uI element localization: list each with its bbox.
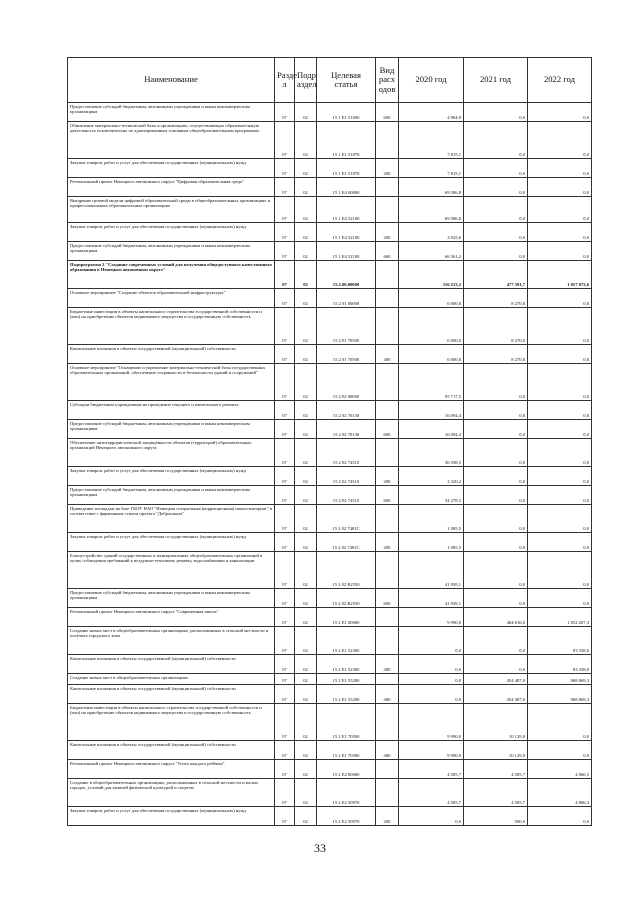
cell-value-2021: 0,0: [464, 159, 528, 178]
cell-expense-type: [376, 439, 399, 467]
cell-value-2021: 0,0: [464, 178, 528, 197]
cell-target-article: 15 1 Е4 52100: [317, 197, 376, 223]
cell-value-2022: 968 869,3: [528, 674, 592, 685]
cell-value-2022: 0,0: [528, 242, 592, 261]
cell-value-2022: 0,0: [528, 401, 592, 420]
cell-podrazdel: 02: [295, 345, 317, 364]
cell-value-2021: 0,0: [464, 122, 528, 159]
cell-target-article: 15 2 Е1 52300: [317, 655, 376, 674]
cell-value-2021: 0,0: [464, 467, 528, 486]
cell-value-2022: 0,0: [528, 741, 592, 760]
cell-podrazdel: 02: [295, 420, 317, 439]
cell-expense-type: 600: [376, 486, 399, 505]
cell-expense-type: 600: [376, 242, 399, 261]
cell-razdel: 07: [275, 223, 295, 242]
table-row: [68, 779, 592, 807]
cell-podrazdel: 02: [295, 589, 317, 608]
cell-name: Бюджетные инвестиции в объекты капитального строительства государственной собственности и (или) на приобретение объектов недвижимого имущества в государственную собственность: [68, 308, 275, 345]
cell-value-2021: 8 270,0: [464, 289, 528, 308]
table-row: [68, 439, 592, 467]
cell-expense-type: [376, 627, 399, 655]
cell-value-2020: 116 213,2: [399, 261, 464, 289]
cell-target-article: 15 2 02 74510: [317, 486, 376, 505]
cell-name: Закупка товаров, работ и услуг для обеспечения государственных (муниципальных) нужд: [68, 807, 275, 826]
cell-target-article: 15 2 02 00000: [317, 364, 376, 401]
cell-value-2021: 0,0: [464, 439, 528, 467]
cell-target-article: 15 2 Е1 52300: [317, 627, 376, 655]
cell-podrazdel: 02: [295, 486, 317, 505]
budget-table-sheet: [67, 57, 591, 826]
cell-podrazdel: 02: [295, 505, 317, 533]
cell-expense-type: [376, 760, 399, 779]
cell-razdel: 07: [275, 242, 295, 261]
cell-value-2022: 0,0: [528, 589, 592, 608]
cell-expense-type: [376, 505, 399, 533]
cell-value-2021: 4 505,7: [464, 779, 528, 807]
table-row: [68, 289, 592, 308]
cell-value-2022: 83 338,0: [528, 627, 592, 655]
cell-razdel: 07: [275, 420, 295, 439]
header-year-2022: 2022 год: [528, 58, 592, 103]
header-year-2021: 2021 год: [464, 58, 528, 103]
cell-name: Региональный проект Ненецкого автономного округа "Современная школа": [68, 608, 275, 627]
table-row: [68, 533, 592, 552]
cell-value-2020: 9 990,0: [399, 741, 464, 760]
cell-podrazdel: 02: [295, 467, 317, 486]
table-row: [68, 345, 592, 364]
table-row: [68, 505, 592, 533]
cell-expense-type: [376, 608, 399, 627]
cell-name: Создание в общеобразовательных организациях, расположенных в сельской местности и малых городах, условий для занятий физической культурой и спортом: [68, 779, 275, 807]
cell-value-2021: 0,0: [464, 486, 528, 505]
cell-value-2020: 0,0: [399, 685, 464, 704]
cell-podrazdel: 02: [295, 685, 317, 704]
cell-razdel: 07: [275, 122, 295, 159]
cell-expense-type: 400: [376, 655, 399, 674]
cell-razdel: 07: [275, 505, 295, 533]
cell-value-2020: 69 586,8: [399, 178, 464, 197]
cell-value-2022: 0,0: [528, 223, 592, 242]
cell-expense-type: [376, 364, 399, 401]
cell-razdel: 07: [275, 779, 295, 807]
header-razdel: Разде л: [275, 58, 295, 103]
cell-target-article: 15 1 Е4 52100: [317, 242, 376, 261]
table-row: [68, 552, 592, 589]
cell-razdel: 07: [275, 178, 295, 197]
cell-podrazdel: 02: [295, 627, 317, 655]
table-row: [68, 704, 592, 741]
cell-target-article: 15 2 Е2 50970: [317, 807, 376, 826]
cell-razdel: 07: [275, 364, 295, 401]
cell-target-article: 15 2 02 74510: [317, 467, 376, 486]
cell-podrazdel: 02: [295, 242, 317, 261]
cell-podrazdel: 02: [295, 401, 317, 420]
table-row: [68, 242, 592, 261]
cell-value-2021: 454 487,0: [464, 685, 528, 704]
cell-name: Капитальные вложения в объекты государственной (муниципальной) собственности: [68, 345, 275, 364]
cell-name: Закупка товаров, работ и услуг для обеспечения государственных (муниципальных) нужд: [68, 223, 275, 242]
cell-value-2020: 3 025,6: [399, 223, 464, 242]
cell-podrazdel: 02: [295, 674, 317, 685]
cell-razdel: 07: [275, 608, 295, 627]
cell-value-2022: 4 866,3: [528, 779, 592, 807]
cell-podrazdel: 02: [295, 552, 317, 589]
table-row: [68, 685, 592, 704]
cell-target-article: 15 2 Е1 70500: [317, 741, 376, 760]
cell-razdel: 07: [275, 685, 295, 704]
cell-value-2021: 10 129,0: [464, 704, 528, 741]
cell-podrazdel: 02: [295, 704, 317, 741]
cell-value-2020: 1 085,5: [399, 533, 464, 552]
cell-razdel: 07: [275, 159, 295, 178]
cell-value-2021: 464 616,0: [464, 608, 528, 627]
cell-value-2020: 0,0: [399, 674, 464, 685]
cell-podrazdel: 02: [295, 308, 317, 345]
cell-value-2020: 9 990,0: [399, 608, 464, 627]
cell-value-2022: 0,0: [528, 704, 592, 741]
cell-value-2020: 4 505,7: [399, 760, 464, 779]
cell-name: Закупка товаров, работ и услуг для обеспечения государственных (муниципальных) нужд: [68, 533, 275, 552]
cell-value-2020: 4 505,7: [399, 779, 464, 807]
cell-podrazdel: 02: [295, 178, 317, 197]
cell-value-2022: 83 338,0: [528, 655, 592, 674]
cell-value-2020: 1 085,5: [399, 505, 464, 533]
cell-value-2020: 6 000,0: [399, 345, 464, 364]
cell-value-2020: 41 939,1: [399, 589, 464, 608]
table-row: [68, 401, 592, 420]
cell-name: Предоставление субсидий бюджетным, автономным учреждениям и иным некоммерческим организациям: [68, 420, 275, 439]
cell-target-article: 15 2 Е2 50970: [317, 779, 376, 807]
cell-value-2022: 1 057 073,6: [528, 261, 592, 289]
cell-value-2022: 0,0: [528, 178, 592, 197]
cell-target-article: 15 2 02 70130: [317, 420, 376, 439]
table-row: [68, 159, 592, 178]
cell-target-article: 15 2 02 7481С: [317, 533, 376, 552]
budget-table: [67, 57, 592, 826]
cell-value-2020: 7 815,1: [399, 159, 464, 178]
cell-value-2020: 0,0: [399, 807, 464, 826]
cell-target-article: 15 1 Е4 00000: [317, 178, 376, 197]
cell-target-article: 15 1 Е4 52100: [317, 223, 376, 242]
cell-value-2021: 8 270,0: [464, 308, 528, 345]
cell-podrazdel: 02: [295, 779, 317, 807]
cell-podrazdel: 02: [295, 364, 317, 401]
cell-name: Основное мероприятие "Оснащение и укрепление материально-технической базы государственных образовательных организаций, обеспечение сохранности и безопасности зданий и сооружений": [68, 364, 275, 401]
page-number: 33: [314, 841, 326, 855]
table-row: [68, 420, 592, 439]
cell-razdel: 07: [275, 704, 295, 741]
cell-value-2022: 4 866,3: [528, 760, 592, 779]
cell-name: Бюджетные инвестиции в объекты капитального строительства государственной собственности и (или) на приобретение объектов недвижимого имущества в государственную собственность: [68, 704, 275, 741]
cell-value-2020: 16 094,4: [399, 401, 464, 420]
cell-name: Внедрение целевой модели цифровой образовательной среды в общеобразовательных организациях и профессиональных образовательных организациях: [68, 197, 275, 223]
table-row: [68, 261, 592, 289]
table-row: [68, 760, 592, 779]
cell-razdel: 07: [275, 345, 295, 364]
cell-name: Создание новых мест в общеобразовательных организациях: [68, 674, 275, 685]
cell-value-2021: 10 129,0: [464, 741, 528, 760]
cell-value-2020: 95 717,5: [399, 364, 464, 401]
cell-expense-type: [376, 122, 399, 159]
cell-expense-type: [376, 261, 399, 289]
cell-razdel: 07: [275, 627, 295, 655]
cell-value-2020: 0,0: [399, 655, 464, 674]
table-row: [68, 223, 592, 242]
cell-name: Закупка товаров, работ и услуг для обеспечения государственных (муниципальных) нужд: [68, 467, 275, 486]
cell-expense-type: [376, 178, 399, 197]
cell-expense-type: 200: [376, 223, 399, 242]
table-header-row: [68, 58, 592, 103]
cell-target-article: 15 1 Е1 51690: [317, 103, 376, 122]
cell-value-2021: 0,0: [464, 223, 528, 242]
cell-value-2022: 0,0: [528, 486, 592, 505]
cell-expense-type: [376, 197, 399, 223]
header-year-2020: 2020 год: [399, 58, 464, 103]
cell-name: Предоставление субсидий бюджетным, автономным учреждениям и иным некоммерческим организациям: [68, 242, 275, 261]
cell-name: Региональный проект Ненецкого автономного округа "Цифровая образовательная среда": [68, 178, 275, 197]
cell-value-2020: 69 586,8: [399, 197, 464, 223]
table-row: [68, 674, 592, 685]
cell-expense-type: [376, 704, 399, 741]
cell-target-article: 15 2 02 74510: [317, 439, 376, 467]
table-row: [68, 103, 592, 122]
cell-value-2020: 41 939,1: [399, 552, 464, 589]
table-row: [68, 741, 592, 760]
cell-target-article: 15 2 Е1 55200: [317, 674, 376, 685]
cell-razdel: 07: [275, 308, 295, 345]
cell-value-2022: 0,0: [528, 103, 592, 122]
cell-value-2022: 0,0: [528, 308, 592, 345]
cell-value-2021: 0,0: [464, 552, 528, 589]
cell-name: Региональный проект Ненецкого автономного округа "Успех каждого ребёнка": [68, 760, 275, 779]
cell-target-article: 15 2 02 R2550: [317, 589, 376, 608]
cell-value-2021: 0,0: [464, 103, 528, 122]
cell-value-2021: 0,0: [464, 655, 528, 674]
cell-expense-type: 200: [376, 159, 399, 178]
header-target-article: Целевая статья: [317, 58, 376, 103]
cell-value-2020: 34 278,3: [399, 486, 464, 505]
table-row: [68, 467, 592, 486]
cell-expense-type: [376, 289, 399, 308]
cell-expense-type: 400: [376, 741, 399, 760]
cell-name: Капитальные вложения в объекты государственной (муниципальной) собственности: [68, 655, 275, 674]
cell-podrazdel: 02: [295, 197, 317, 223]
cell-expense-type: 600: [376, 589, 399, 608]
cell-target-article: 15 2 02 R2550: [317, 552, 376, 589]
cell-name: Субсидии бюджетным учреждениям на проведение текущего и капитального ремонта: [68, 401, 275, 420]
cell-expense-type: [376, 552, 399, 589]
cell-razdel: 07: [275, 467, 295, 486]
cell-name: Подпрограмма 2 "Создание современных условий для получения общедоступного качественного образования в Ненецком автономном округе": [68, 261, 275, 289]
cell-name: Благоустройство зданий государственных и муниципальных общеобразовательных организаций в целях соблюдения требований к воздушно-тепловому режиму, водоснабжению и канализации: [68, 552, 275, 589]
cell-name: Создание новых мест в общеобразовательных организациях, расположенных в сельской местности и посёлках городского типа: [68, 627, 275, 655]
cell-podrazdel: 02: [295, 533, 317, 552]
cell-value-2022: 0,0: [528, 533, 592, 552]
cell-razdel: 07: [275, 589, 295, 608]
cell-name: Обеспечение антитеррористической защищённости объектов (территорий) образовательных организаций Ненецкого автономного округа: [68, 439, 275, 467]
cell-value-2020: 6 000,0: [399, 289, 464, 308]
cell-podrazdel: 02: [295, 289, 317, 308]
cell-razdel: 07: [275, 741, 295, 760]
cell-value-2020: 6 000,0: [399, 308, 464, 345]
cell-target-article: 15.2.00.00000: [317, 261, 376, 289]
cell-value-2021: 8 270,0: [464, 345, 528, 364]
cell-podrazdel: 02: [295, 807, 317, 826]
cell-target-article: 15 2 Е2 00000: [317, 760, 376, 779]
cell-target-article: 15 2 01 70500: [317, 345, 376, 364]
cell-value-2022: 0,0: [528, 122, 592, 159]
cell-value-2022: 0,0: [528, 439, 592, 467]
cell-name: Приведение площадки на базе ГКОУ НАО "Ненецкая специальная (коррекционная) школа-интернат" в соответствие с фирменным стилем проекта "Доброшкола": [68, 505, 275, 533]
cell-target-article: 15 2 01 00000: [317, 289, 376, 308]
cell-razdel: 07: [275, 103, 295, 122]
table-row: [68, 122, 592, 159]
table-row: [68, 178, 592, 197]
cell-value-2021: 500,0: [464, 807, 528, 826]
cell-value-2021: 4 505,7: [464, 760, 528, 779]
cell-podrazdel: 02: [295, 103, 317, 122]
cell-value-2021: 454 487,0: [464, 674, 528, 685]
cell-value-2021: 0,0: [464, 627, 528, 655]
cell-name: Предоставление субсидий бюджетным, автономным учреждениям и иным некоммерческим организациям: [68, 103, 275, 122]
cell-expense-type: 600: [376, 103, 399, 122]
table-row: [68, 589, 592, 608]
cell-podrazdel: 02: [295, 159, 317, 178]
cell-value-2022: 0,0: [528, 552, 592, 589]
cell-razdel: 07: [275, 261, 295, 289]
table-row: [68, 486, 592, 505]
table-row: [68, 197, 592, 223]
cell-value-2021: 0,0: [464, 242, 528, 261]
cell-razdel: 07: [275, 439, 295, 467]
cell-razdel: 07: [275, 552, 295, 589]
cell-value-2021: 0,0: [464, 420, 528, 439]
cell-value-2021: 477 391,7: [464, 261, 528, 289]
cell-value-2022: 968 869,3: [528, 685, 592, 704]
table-row: [68, 608, 592, 627]
cell-value-2022: 0,0: [528, 345, 592, 364]
table-row: [68, 655, 592, 674]
cell-value-2022: 0,0: [528, 807, 592, 826]
cell-razdel: 07: [275, 655, 295, 674]
cell-value-2021: 0,0: [464, 533, 528, 552]
cell-target-article: 15 2 02 7481С: [317, 505, 376, 533]
cell-expense-type: 200: [376, 533, 399, 552]
cell-razdel: 07: [275, 533, 295, 552]
cell-name: Капитальные вложения в объекты государственной (муниципальной) собственности: [68, 685, 275, 704]
cell-razdel: 07: [275, 807, 295, 826]
cell-value-2021: 0,0: [464, 401, 528, 420]
cell-podrazdel: 02: [295, 261, 317, 289]
cell-razdel: 07: [275, 760, 295, 779]
header-name: Наименование: [68, 58, 275, 103]
cell-expense-type: [376, 308, 399, 345]
cell-value-2020: 36 598,5: [399, 439, 464, 467]
cell-target-article: 15 2 02 70130: [317, 401, 376, 420]
table-row: [68, 308, 592, 345]
cell-value-2022: 0,0: [528, 420, 592, 439]
cell-expense-type: 600: [376, 420, 399, 439]
cell-value-2021: 0,0: [464, 197, 528, 223]
cell-expense-type: 400: [376, 345, 399, 364]
cell-expense-type: 400: [376, 685, 399, 704]
cell-razdel: 07: [275, 289, 295, 308]
cell-podrazdel: 02: [295, 608, 317, 627]
cell-value-2020: 0,0: [399, 627, 464, 655]
header-expense-type: Вид расх одов: [376, 58, 399, 103]
cell-target-article: 15 2 Е1 00000: [317, 608, 376, 627]
cell-expense-type: [376, 674, 399, 685]
table-row: [68, 364, 592, 401]
cell-expense-type: [376, 779, 399, 807]
cell-razdel: 07: [275, 486, 295, 505]
cell-podrazdel: 02: [295, 122, 317, 159]
cell-razdel: 07: [275, 197, 295, 223]
cell-value-2022: 0,0: [528, 289, 592, 308]
cell-podrazdel: 02: [295, 760, 317, 779]
cell-value-2020: 16 094,4: [399, 420, 464, 439]
cell-target-article: 15 1 Е1 51870: [317, 159, 376, 178]
cell-value-2021: 0,0: [464, 364, 528, 401]
cell-value-2020: 66 561,2: [399, 242, 464, 261]
cell-value-2022: 1 052 207,3: [528, 608, 592, 627]
cell-value-2022: 0,0: [528, 364, 592, 401]
cell-podrazdel: 02: [295, 439, 317, 467]
header-podrazdel: Подр аздел: [295, 58, 317, 103]
cell-name: Предоставление субсидий бюджетным, автономным учреждениям и иным некоммерческим организациям: [68, 589, 275, 608]
cell-value-2022: 0,0: [528, 197, 592, 223]
cell-name: Предоставление субсидий бюджетным, автономным учреждениям и иным некоммерческим организациям: [68, 486, 275, 505]
cell-value-2020: 2 320,2: [399, 467, 464, 486]
cell-expense-type: [376, 401, 399, 420]
cell-name: Обновление материально-технической базы в организациях, осуществляющих образовательную деятельность исключительно по адаптированным основным общеобразовательным программам: [68, 122, 275, 159]
cell-podrazdel: 02: [295, 223, 317, 242]
cell-value-2021: 0,0: [464, 589, 528, 608]
cell-value-2021: 0,0: [464, 505, 528, 533]
cell-expense-type: 200: [376, 467, 399, 486]
cell-value-2020: 9 990,0: [399, 704, 464, 741]
cell-value-2022: 0,0: [528, 467, 592, 486]
cell-razdel: 07: [275, 401, 295, 420]
cell-expense-type: 200: [376, 807, 399, 826]
cell-razdel: 07: [275, 674, 295, 685]
table-row: [68, 627, 592, 655]
cell-target-article: 15 2 01 70500: [317, 308, 376, 345]
cell-name: Капитальные вложения в объекты государственной (муниципальной) собственности: [68, 741, 275, 760]
cell-value-2020: 7 815,1: [399, 122, 464, 159]
cell-value-2022: 0,0: [528, 505, 592, 533]
cell-name: Основное мероприятие "Создание объектов образовательной инфраструктуры": [68, 289, 275, 308]
cell-podrazdel: 02: [295, 741, 317, 760]
cell-target-article: 15 1 Е1 51870: [317, 122, 376, 159]
cell-name: Закупка товаров, работ и услуг для обеспечения государственных (муниципальных) нужд: [68, 159, 275, 178]
cell-value-2020: 4 964,9: [399, 103, 464, 122]
cell-target-article: 15 2 Е1 55200: [317, 685, 376, 704]
cell-podrazdel: 02: [295, 655, 317, 674]
cell-value-2022: 0,0: [528, 159, 592, 178]
cell-target-article: 15 2 Е1 70500: [317, 704, 376, 741]
table-row: [68, 807, 592, 826]
table-body: [68, 103, 592, 826]
